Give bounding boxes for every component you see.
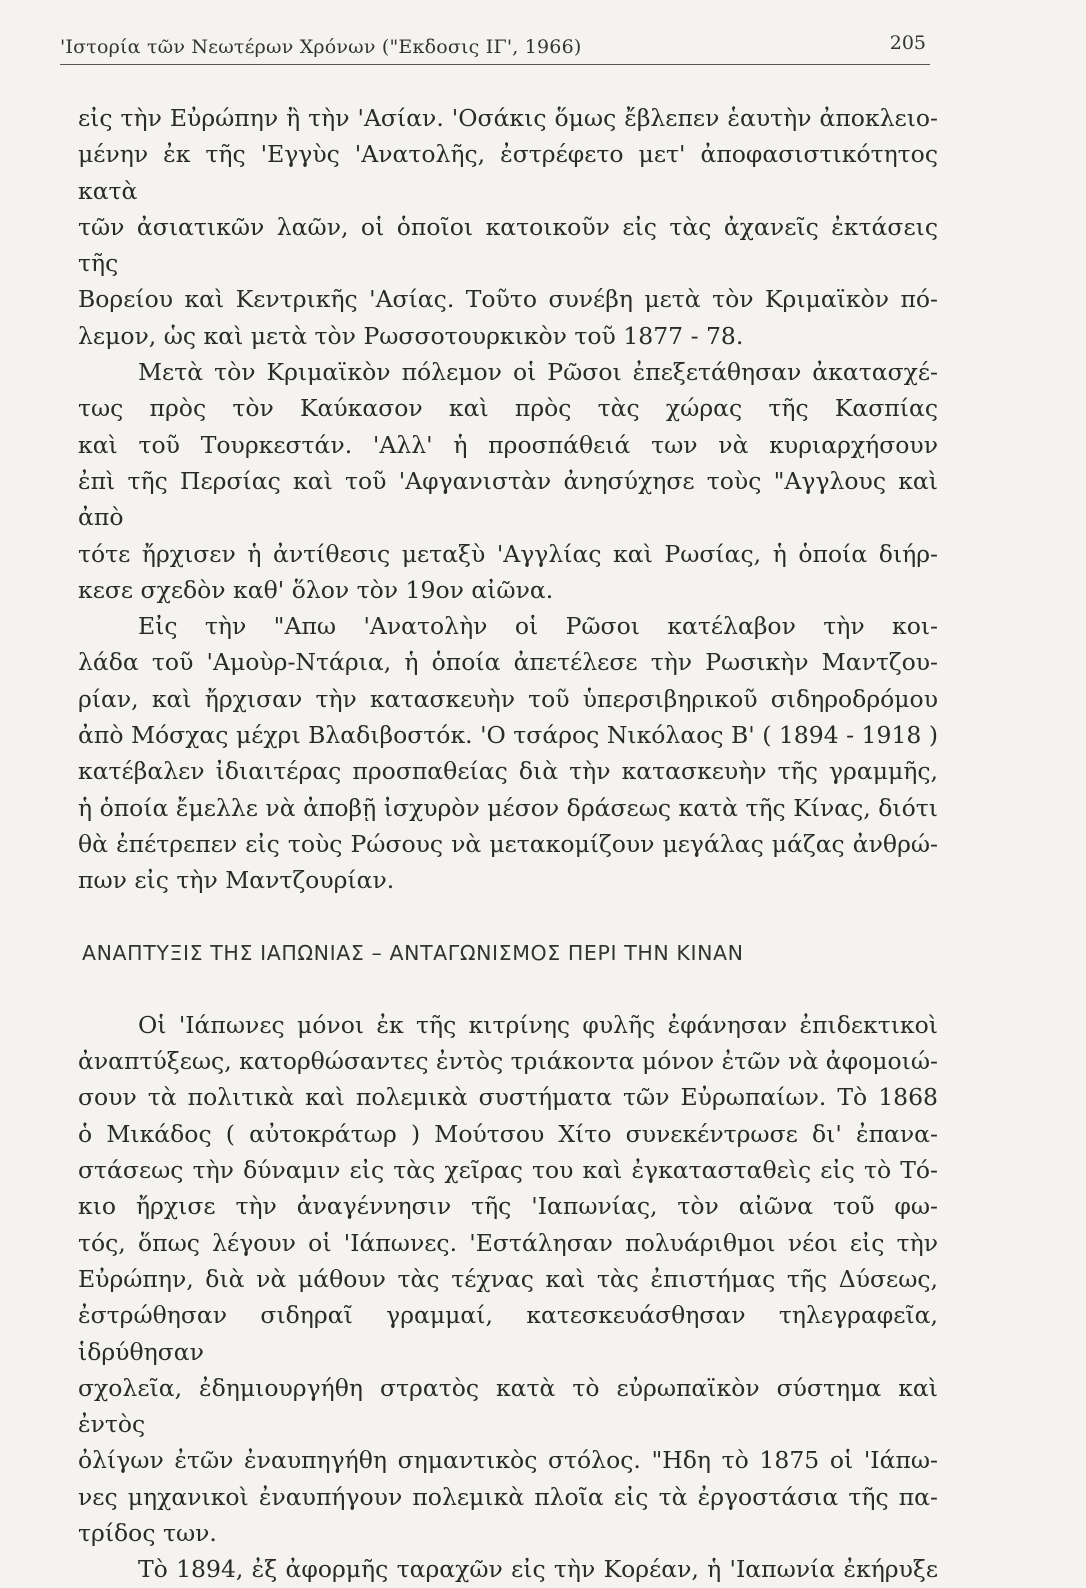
text-line: ρίαν, καὶ ἤρχισαν τὴν κατασκευὴν τοῦ ὑπερσιβηρικοῦ σιδηροδρόμου bbox=[78, 684, 938, 713]
spacer bbox=[78, 899, 938, 933]
text-line: Τὸ 1894, ἐξ ἀφορμῆς ταραχῶν εἰς τὴν Κορέαν, ἡ 'Ιαπωνία ἐκήρυξε bbox=[138, 1555, 938, 1584]
text-line: πων εἰς τὴν Μαντζουρίαν. bbox=[78, 866, 395, 895]
text-line: στάσεως τὴν δύναμιν εἰς τὰς χεῖρας του καὶ ἐγκατασταθεὶς εἰς τὸ Τό- bbox=[78, 1156, 938, 1185]
text-line: μένην ἐκ τῆς 'Εγγὺς 'Ανατολῆς, ἐστρέφετο μετ' ἀποφασιστικότητος κατὰ bbox=[78, 140, 938, 205]
text-line: τως πρὸς τὸν Καύκασον καὶ πρὸς τὰς χώρας τῆς Κασπίας bbox=[78, 394, 938, 423]
section-heading: ΑΝΑΠΤΥΞΙΣ ΤΗΣ ΙΑΠΩΝΙΑΣ – ΑΝΤΑΓΩΝΙΣΜΟΣ ΠΕΡΙ ΤΗΝ ΚΙΝΑΝ bbox=[82, 940, 744, 965]
spacer bbox=[78, 971, 938, 1007]
text-line: ἡ ὁποία ἔμελλε νὰ ἀποβῇ ἰσχυρὸν μέσον δράσεως κατὰ τῆς Κίνας, διότι bbox=[78, 793, 938, 822]
text-line: νες μηχανικοὶ ἐναυπήγουν πολεμικὰ πλοῖα εἰς τὰ ἐργοστάσια τῆς πα- bbox=[78, 1482, 938, 1511]
header-rule bbox=[60, 64, 930, 65]
text-line: τός, ὅπως λέγουν οἱ 'Ιάπωνες. 'Εστάλησαν πολυάριθμοι νέοι εἰς τὴν bbox=[78, 1228, 938, 1257]
text-line: θὰ ἐπέτρεπεν εἰς τοὺς Ρώσους νὰ μετακομίζουν μεγάλας μάζας ἀνθρώ- bbox=[78, 829, 938, 858]
text-line: σουν τὰ πολιτικὰ καὶ πολεμικὰ συστήματα τῶν Εὐρωπαίων. Τὸ 1868 bbox=[78, 1083, 938, 1112]
text-line: εἰς τὴν Εὐρώπην ἢ τὴν 'Ασίαν. 'Οσάκις ὅμως ἔβλεπεν ἑαυτὴν ἀποκλειο- bbox=[78, 104, 938, 132]
text-line: Οἱ 'Ιάπωνες μόνοι ἐκ τῆς κιτρίνης φυλῆς ἐφάνησαν ἐπιδεκτικοὶ bbox=[138, 1010, 938, 1039]
text-line: σχολεῖα, ἐδημιουργήθη στρατὸς κατὰ τὸ εὐρωπαϊκὸν σύστημα καὶ ἐντὸς bbox=[78, 1373, 938, 1439]
body-text bbox=[78, 100, 938, 1588]
text-line: κατέβαλεν ἰδιαιτέρας προσπαθείας διὰ τὴν κατασκευὴν τῆς γραμμῆς, bbox=[78, 757, 938, 786]
text-line: ἀναπτύξεως, κατορθώσαντες ἐντὸς τριάκοντα μόνον ἐτῶν νὰ ἀφομοιώ- bbox=[78, 1047, 938, 1076]
header-title: 'Ιστορία τῶν Νεωτέρων Χρόνων ("Εκδοσις ΙΓ', 1966) bbox=[60, 36, 582, 58]
text-line: τρίδος των. bbox=[78, 1518, 217, 1547]
text-line: Εὐρώπην, διὰ νὰ μάθουν τὰς τέχνας καὶ τὰς ἐπιστήμας τῆς Δύσεως, bbox=[78, 1264, 938, 1293]
text-line: ἐστρώθησαν σιδηραῖ γραμμαί, κατεσκευάσθησαν τηλεγραφεῖα, ἱδρύθησαν bbox=[78, 1301, 938, 1366]
text-line: Εἰς τὴν "Απω 'Ανατολὴν οἱ Ρῶσοι κατέλαβον τὴν κοι- bbox=[138, 612, 938, 641]
text-line: Μετὰ τὸν Κριμαϊκὸν πόλεμον οἱ Ρῶσοι ἐπεξετάθησαν ἀκατασχέ- bbox=[138, 358, 938, 387]
text-line: καὶ τοῦ Τουρκεστάν. 'Αλλ' ἡ προσπάθειά των νὰ κυριαρχήσουν bbox=[78, 430, 938, 459]
text-line: ὁ Μικάδος ( αὐτοκράτωρ ) Μούτσου Χίτο συνεκέντρωσε δι' ἐπανα- bbox=[78, 1119, 938, 1148]
page-number: 205 bbox=[889, 32, 926, 54]
text-line: ἀπὸ Μόσχας μέχρι Βλαδιβοστόκ. 'Ο τσάρος Νικόλαος Β' ( 1894 - 1918 ) bbox=[78, 721, 938, 750]
text-line: Βορείου καὶ Κεντρικῆς 'Ασίας. Τοῦτο συνέβη μετὰ τὸν Κριμαϊκὸν πό- bbox=[78, 285, 938, 314]
text-line: λάδα τοῦ 'Αμοὺρ-Ντάρια, ἡ ὁποία ἀπετέλεσε τὴν Ρωσικὴν Μαντζου- bbox=[78, 648, 938, 677]
text-line: κιο ἤρχισε τὴν ἀναγέννησιν τῆς 'Ιαπωνίας, τὸν αἰῶνα τοῦ φω- bbox=[78, 1192, 938, 1221]
text-line: λεμον, ὡς καὶ μετὰ τὸν Ρωσσοτουρκικὸν τοῦ 1877 - 78. bbox=[78, 321, 744, 350]
text-line: ἐπὶ τῆς Περσίας καὶ τοῦ 'Αφγανιστὰν ἀνησύχησε τοὺς "Αγγλους καὶ ἀπὸ bbox=[78, 466, 938, 532]
text-line: τότε ἤρχισεν ἡ ἀντίθεσις μεταξὺ 'Αγγλίας καὶ Ρωσίας, ἡ ὁποία διήρ- bbox=[78, 539, 938, 568]
text-line: ὀλίγων ἐτῶν ἐναυπηγήθη σημαντικὸς στόλος. "Ηδη τὸ 1875 οἱ 'Ιάπω- bbox=[78, 1446, 938, 1475]
text-line: τῶν ἀσιατικῶν λαῶν, οἱ ὁποῖοι κατοικοῦν εἰς τὰς ἀχανεῖς ἐκτάσεις τῆς bbox=[78, 212, 938, 278]
text-line: κεσε σχεδὸν καθ' ὅλον τὸν 19ον αἰῶνα. bbox=[78, 575, 554, 604]
running-header bbox=[60, 30, 930, 64]
